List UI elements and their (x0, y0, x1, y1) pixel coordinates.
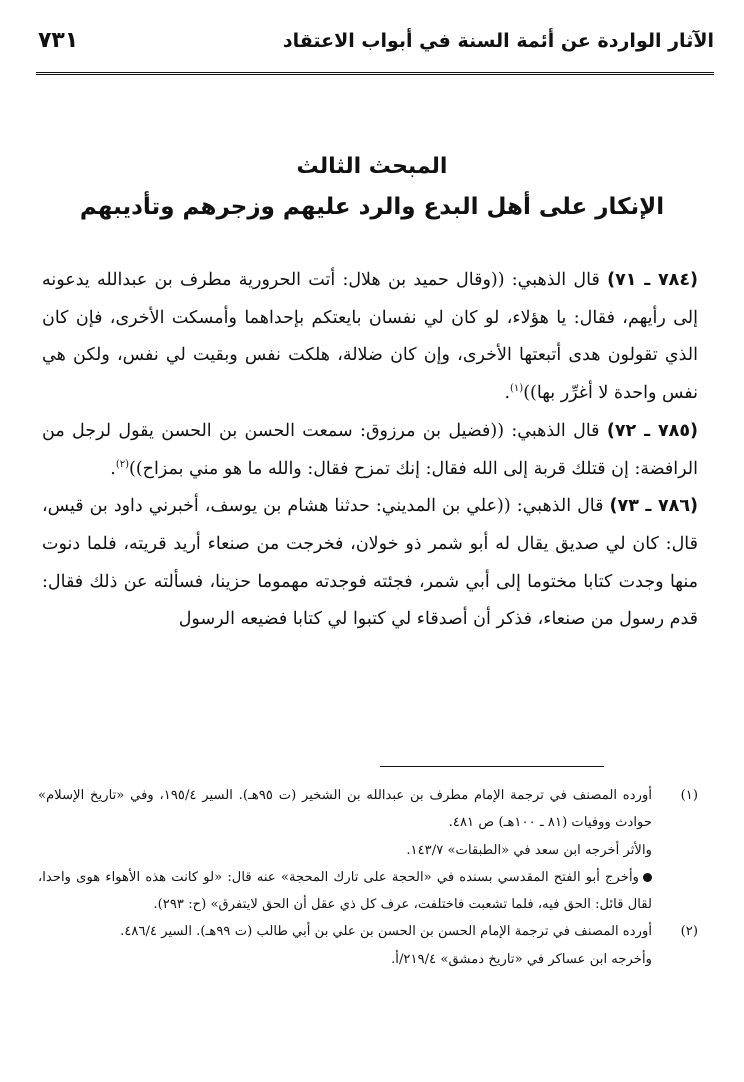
paragraph-784 (42, 262, 698, 413)
paragraph-number: (٧٨٤ ـ ٧١) (607, 270, 699, 290)
paragraph-text: قال الذهبي: ((وقال حميد بن هلال: أتت الحرورية مطرف بن عبدالله يدعونه إلى رأيهم، فقال: يا هؤلاء، لو كان لي نفسان بايعتكم بإحداهما وأمسكت الأخرى، فإن كان الذي تقولون هدى أتبعتها الأخرى، وإن كان ضلالة، هلكت نفس وبقيت لي نفس، ولكن هي نفس واحدة لا أغرِّر بها)) (42, 270, 698, 404)
footnote-ref: (١) (510, 383, 524, 395)
paragraph-end: . (504, 383, 511, 404)
footnote-1 (38, 782, 698, 918)
running-header (38, 30, 714, 64)
footnote-line: أورده المصنف في ترجمة الإمام مطرف بن عبدالله بن الشخير (ت ٩٥هـ). السير ١٩٥/٤، وفي «تاريخ الإسلام» حوادث ووفيات (٨١ ـ ١٠٠هـ) ص ٤٨١. (38, 788, 652, 831)
footnotes (38, 782, 698, 973)
paragraph-text: قال الذهبي: ((فضيل بن مرزوق: سمعت الحسن بن الحسن يقول لرجل من الرافضة: إن قتلك قربة إلى الله فقال: إنك تمزح فقال: والله ما هو مني بمزاح)) (42, 420, 698, 479)
paragraph-786 (42, 488, 698, 639)
footnote-line: والأثر أخرجه ابن سعد في «الطبقات» ١٤٣/٧. (406, 842, 652, 858)
footnote-line-bullet (38, 864, 652, 919)
footnote-ref: (٢) (115, 458, 130, 470)
paragraph-number: (٧٨٦ ـ ٧٣) (609, 496, 698, 517)
footnote-number: (٢) (680, 924, 698, 940)
footnote-2 (38, 918, 698, 973)
section-title: المبحث الثالث (296, 154, 448, 179)
section-subtitle: الإنكار على أهل البدع والرد عليهم وزجرهم وتأديبهم (79, 194, 665, 220)
paragraph-end: . (110, 458, 116, 479)
footnote-line: وأخرجه ابن عساكر في «تاريخ دمشق» ٢١٩/٤/أ. (391, 951, 652, 967)
footnote-number: (١) (680, 788, 698, 803)
paragraph-785 (42, 413, 698, 488)
main-text (42, 262, 698, 639)
paragraph-text: قال الذهبي: ((علي بن المديني: حدثنا هشام بن يوسف، أخبرني داود بن قيس، قال: كان لي صديق يقال له أبو شمر ذو خولان، فخرجت من صنعاء أريد قريته، فلما دنوت منها وجدت كتابا مختوما إلى أبي شمر، فجئته فوجدته مهموما حزينا، فسألته عن ذلك فقال: قدم رسول من صنعاء، فذكر أن أصدقاء لي كتبوا لي كتابا فضيعه الرسول (42, 496, 698, 630)
section-heading (40, 148, 704, 228)
footnote-bullet-text: وأخرج أبو الفتح المقدسي بسنده في «الحجة على تارك المحجة» عنه قال: «لو كانت هذه الأهواء هوى واحدا، لقال قائل: الحق فيه، فلما تشعبت فاختلفت، عرف كل ذي عقل أن الحق لايتفرق» (ح: ٢٩٣). (38, 869, 652, 913)
running-title: الآثار الواردة عن أئمة السنة في أبواب الاعتقاد (282, 30, 714, 52)
paragraph-number: (٧٨٥ ـ ٧٢) (606, 420, 698, 441)
footnote-line: أورده المصنف في ترجمة الإمام الحسن بن الحسن بن علي بن أبي طالب (ت ٩٩هـ). السير ٤٨٦/٤. (120, 924, 652, 940)
page-number: ٧٣١ (38, 28, 79, 53)
header-rule (36, 72, 714, 75)
bullet-icon (643, 873, 652, 882)
footnote-separator (380, 766, 604, 767)
